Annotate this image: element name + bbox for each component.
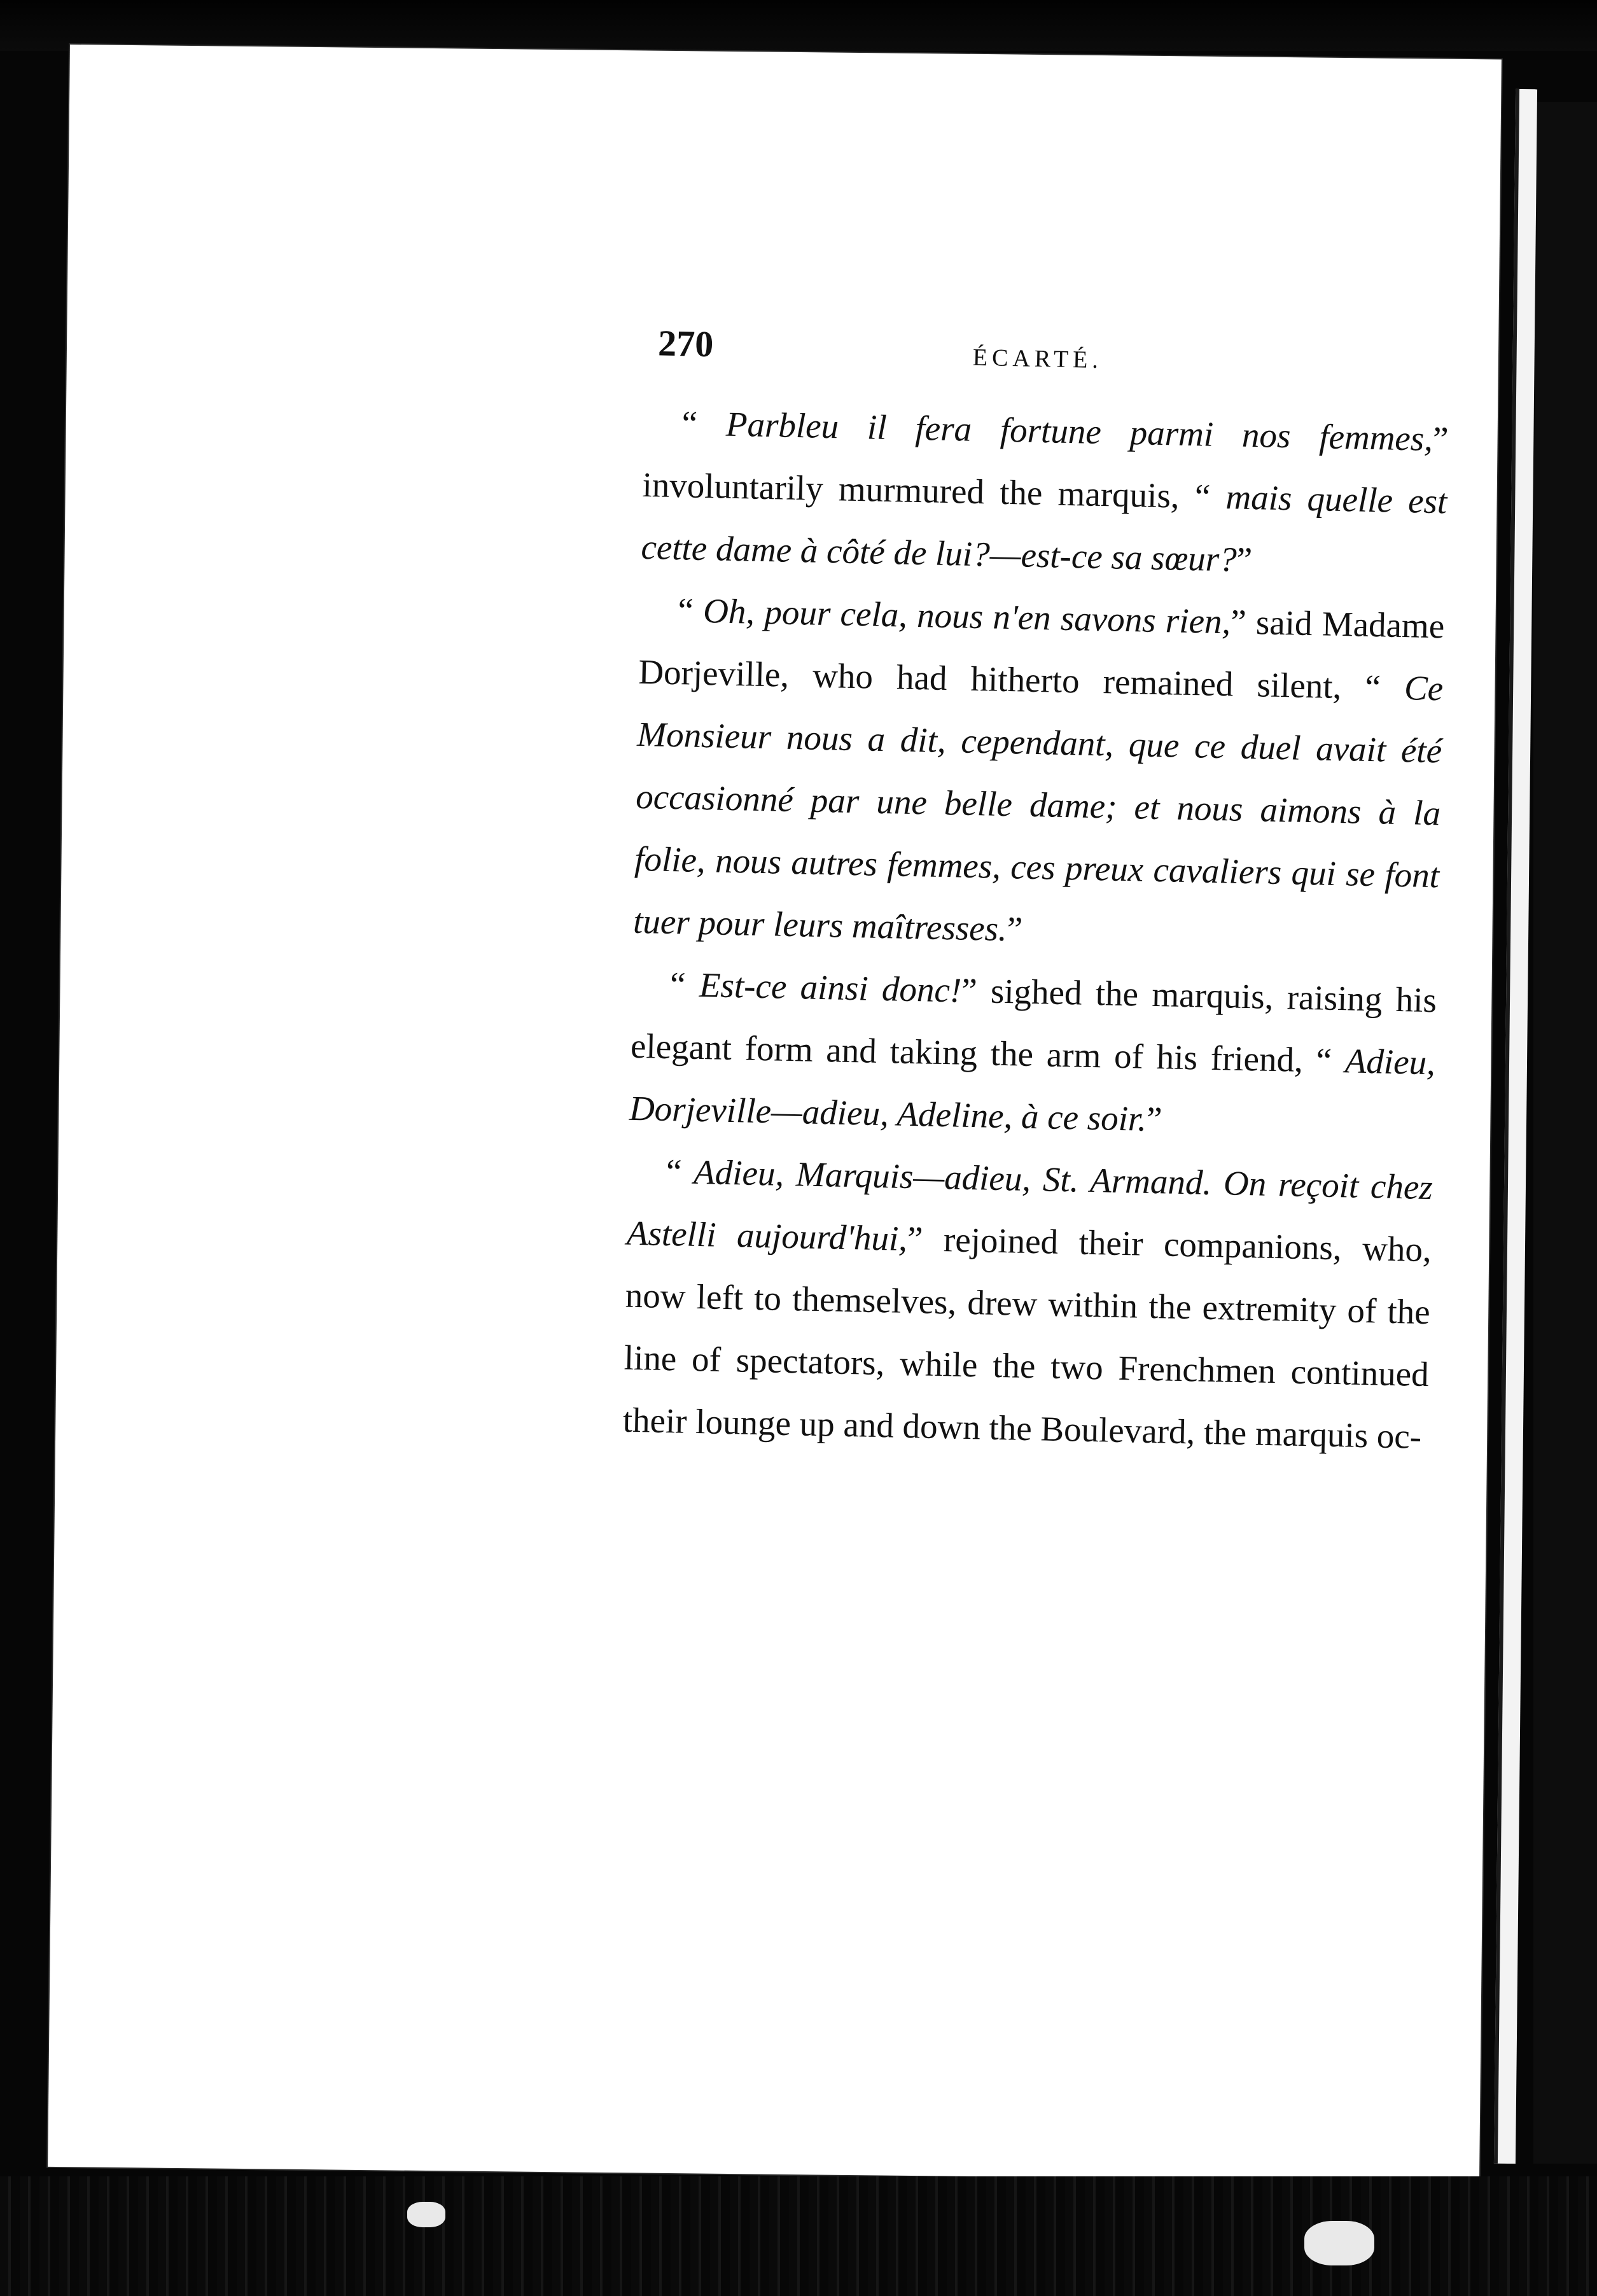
page-number: 270 (657, 322, 714, 365)
scan-speck (1304, 2221, 1374, 2265)
paragraph (641, 391, 1449, 595)
paragraph-indent (628, 1182, 666, 1183)
text-run: ” involuntarily murmured the marquis, “ (641, 419, 1449, 517)
text-run: “ (666, 1151, 694, 1191)
paragraph-indent (643, 434, 681, 435)
text-run: “ (669, 965, 700, 1004)
text-run: “ (681, 403, 727, 444)
running-title: ÉCARTÉ. (972, 344, 1103, 374)
next-page-edge (1494, 89, 1537, 2164)
text-run: ” sighed the marquis, raising his elegant form and taking the arm of his friend, “ (630, 970, 1437, 1081)
text-run: ” (1146, 1099, 1163, 1139)
text-run: “ (677, 591, 704, 630)
text-run: ” (1236, 540, 1253, 580)
italic-text-run: Ce Monsieur nous a dit, cependant, que ce duel avait été occasionné par une belle dame; et nous aimons à la folie, nous autres femmes, ces preux cavaliers qui se font tuer pour leurs maîtresses. (632, 668, 1444, 949)
paragraph-indent (639, 621, 678, 622)
paragraph (632, 578, 1445, 969)
paragraph-indent (632, 995, 670, 996)
italic-text-run: Oh, pour cela, nous n'en savons rien, (702, 591, 1231, 641)
scan-border-right (1533, 102, 1597, 2164)
text-run: ” rejoined their companions, who, now left to themselves, drew within the extremity of the line of spectators, while the two Frenchmen continued their lounge up and down the Boulevard, the marquis oc- (622, 1219, 1432, 1456)
italic-text-run: Est-ce ainsi donc! (699, 965, 962, 1010)
italic-text-run: Adieu, Dorjeville—adieu, Adeline, à ce soir. (629, 1041, 1436, 1138)
body-text (622, 391, 1449, 1468)
text-run: ” said Madame Dorjeville, who had hitherto remained silent, “ (638, 602, 1445, 708)
paragraph (622, 1140, 1433, 1468)
page-text (622, 321, 1451, 1468)
scan-border-top (0, 0, 1597, 51)
italic-text-run: Parbleu il fera fortune parmi nos femmes, (725, 404, 1433, 458)
italic-text-run: mais quelle est cette dame à côté de lui?—est-ce sa sœur? (640, 477, 1448, 579)
scan-speck (407, 2202, 445, 2227)
paragraph (629, 953, 1437, 1156)
italic-text-run: Adieu, Marquis—adieu, St. Armand. On reçoit chez Astelli aujourd'hui, (626, 1152, 1433, 1258)
text-run: ” (1007, 909, 1023, 949)
